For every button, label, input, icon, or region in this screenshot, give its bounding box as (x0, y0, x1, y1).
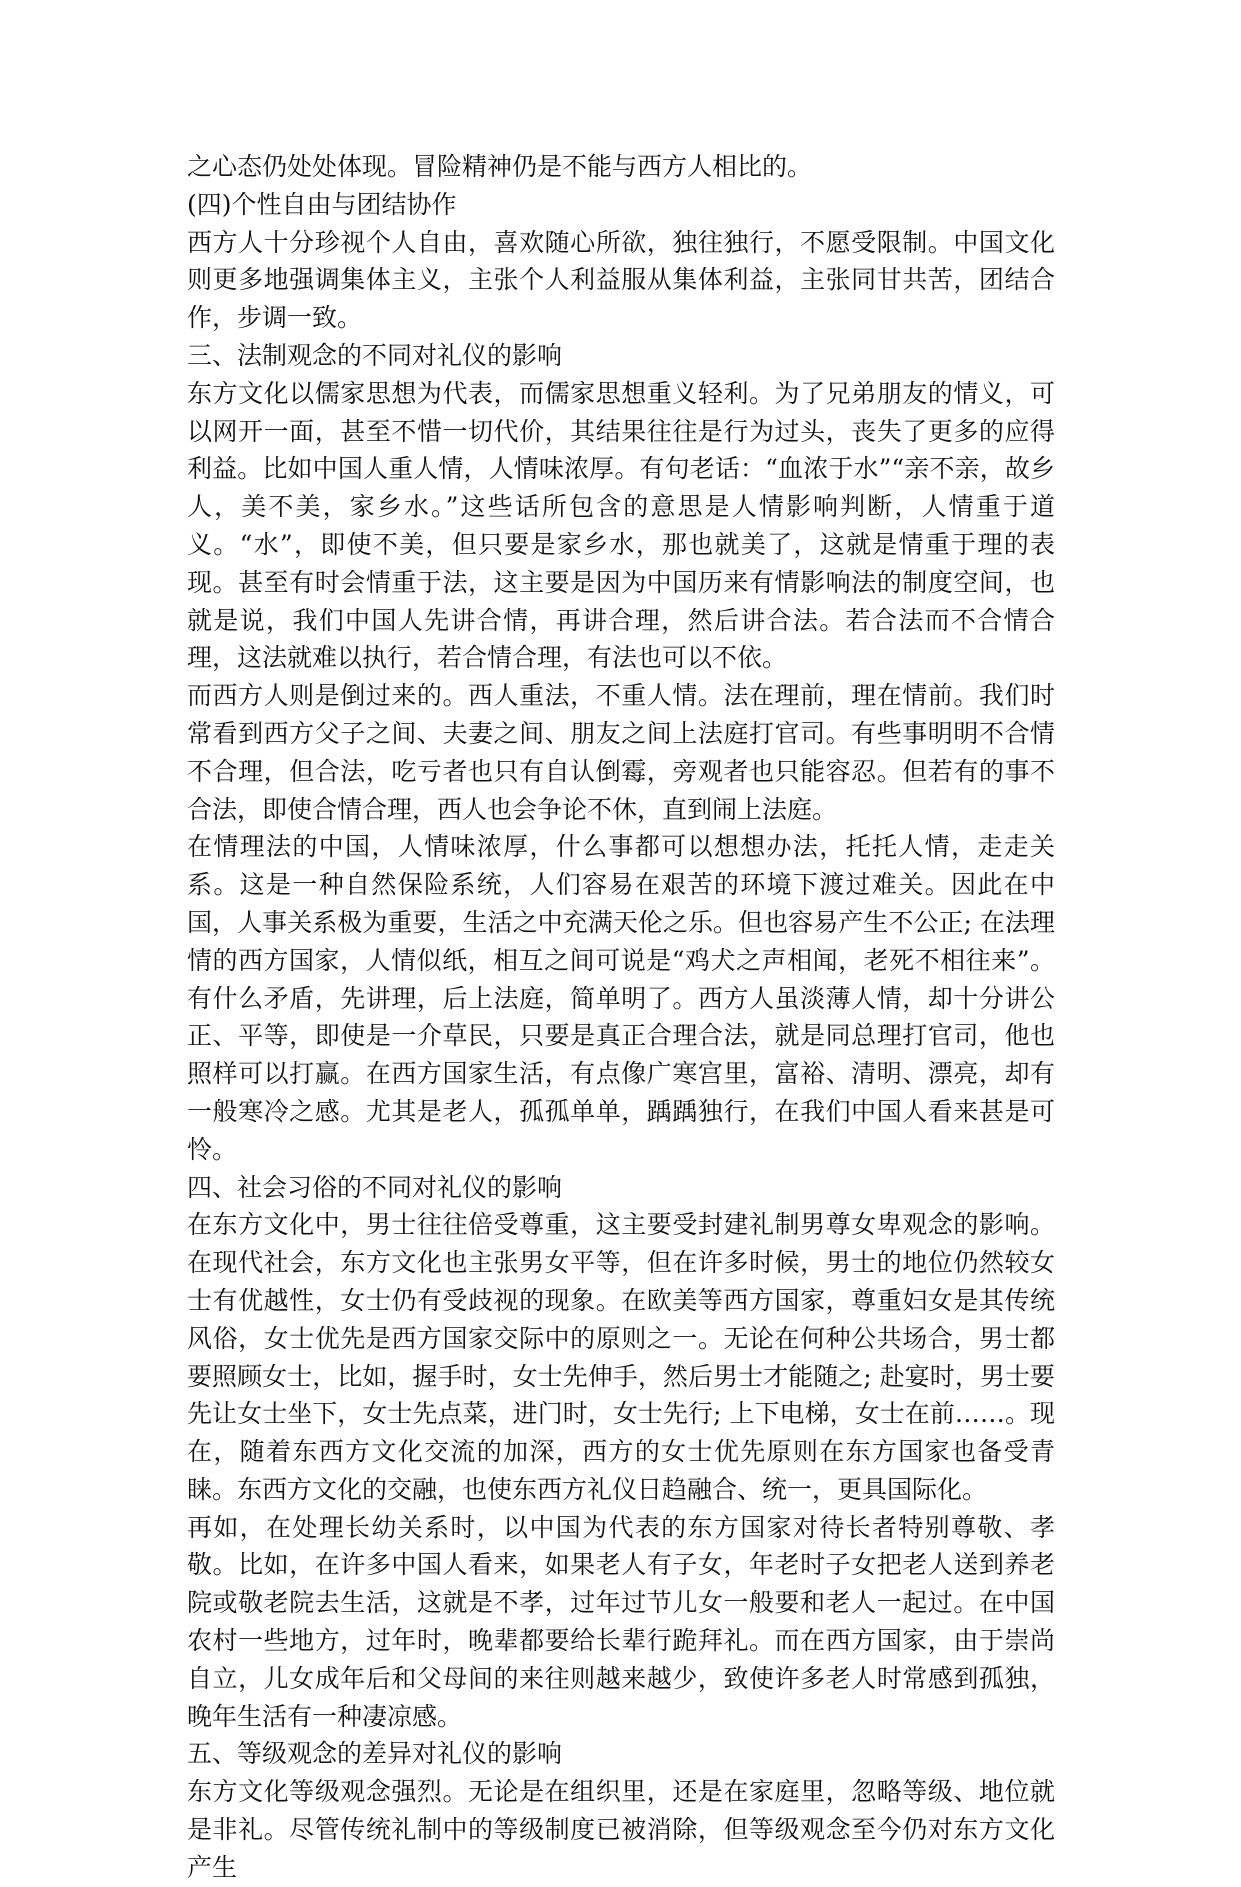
paragraph: 在东方文化中，男士往往倍受尊重，这主要受封建礼制男尊女卑观念的影响。在现代社会，东方文化也主张男女平等，但在许多时候，男士的地位仍然较女士有优越性，女士仍有受歧视的现象。在欧美等西方国家，尊重妇女是其传统风俗，女士优先是西方国家交际中的原则之一。无论在何种公共场合，男士都要照顾女士，比如，握手时，女士先伸手，然后男士才能随之; 赴宴时，男士要先让女士坐下，女士先点菜，进门时，女士先行; 上下电梯，女士在前……。现在，随着东西方文化交流的加深，西方的女士优先原则在东方国家也备受青睐。东西方文化的交融，也使东西方礼仪日趋融合、统一，更具国际化。 (187, 1210, 1055, 1504)
paragraph: 东方文化等级观念强烈。无论是在组织里，还是在家庭里，忽略等级、地位就是非礼。尽管传统礼制中的等级制度已被消除，但等级观念至今仍对东方文化产生 (187, 1777, 1055, 1882)
section-heading: 四、社会习俗的不同对礼仪的影响 (187, 1172, 563, 1202)
section-heading: 五、等级观念的差异对礼仪的影响 (187, 1739, 563, 1769)
section-heading: (四)个性自由与团结协作 (187, 189, 457, 219)
paragraph: 再如，在处理长幼关系时，以中国为代表的东方国家对待长者特别尊敬、孝敬。比如，在许多中国人看来，如果老人有子女，年老时子女把老人送到养老院或敬老院去生活，这就是不孝，过年过节儿女一般要和老人一起过。在中国农村一些地方，过年时，晚辈都要给长辈行跪拜礼。而在西方国家，由于崇尚自立，儿女成年后和父母间的来往则越来越少，致使许多老人时常感到孤独，晚年生活有一种凄凉感。 (187, 1512, 1055, 1731)
paragraph: 在情理法的中国，人情味浓厚，什么事都可以想想办法，托托人情，走走关系。这是一种自然保险系统，人们容易在艰苦的环境下渡过难关。因此在中国，人事关系极为重要，生活之中充满天伦之乐。但也容易产生不公正; 在法理情的西方国家，人情似纸，相互之间可说是“鸡犬之声相闻，老死不相往来”。有什么矛盾，先讲理，后上法庭，简单明了。西方人虽淡薄人情，却十分讲公正、平等，即使是一介草民，只要是真正合理合法，就是同总理打官司，他也照样可以打赢。在西方国家生活，有点像广寒宫里，富裕、清明、漂亮，却有一般寒冷之感。尤其是老人，孤孤单单，踽踽独行，在我们中国人看来甚是可怜。 (187, 832, 1055, 1164)
paragraph: 而西方人则是倒过来的。西人重法，不重人情。法在理前，理在情前。我们时常看到西方父子之间、夫妻之间、朋友之间上法庭打官司。有些事明明不合情不合理，但合法，吃亏者也只有自认倒霉，旁观者也只能容忍。但若有的事不合法，即使合情合理，西人也会争论不休，直到闹上法庭。 (187, 681, 1055, 824)
paragraph: 之心态仍处处体现。冒险精神仍是不能与西方人相比的。 (187, 152, 813, 181)
document-body (187, 148, 1055, 1887)
section-heading: 三、法制观念的不同对礼仪的影响 (187, 340, 563, 370)
paragraph: 东方文化以儒家思想为代表，而儒家思想重义轻利。为了兄弟朋友的情义，可以网开一面，甚至不惜一切代价，其结果往往是行为过头，丧失了更多的应得利益。比如中国人重人情，人情味浓厚。有句老话：“血浓于水”“亲不亲，故乡人，美不美，家乡水。”这些话所包含的意思是人情影响判断，人情重于道义。“水”，即使不美，但只要是家乡水，那也就美了，这就是情重于理的表现。甚至有时会情重于法，这主要是因为中国历来有情影响法的制度空间，也就是说，我们中国人先讲合情，再讲合理，然后讲合法。若合法而不合情合理，这法就难以执行，若合情合理，有法也可以不依。 (187, 378, 1055, 673)
paragraph: 西方人十分珍视个人自由，喜欢随心所欲，独往独行，不愿受限制。中国文化则更多地强调集体主义，主张个人利益服从集体利益，主张同甘共苦，团结合作，步调一致。 (187, 227, 1055, 333)
